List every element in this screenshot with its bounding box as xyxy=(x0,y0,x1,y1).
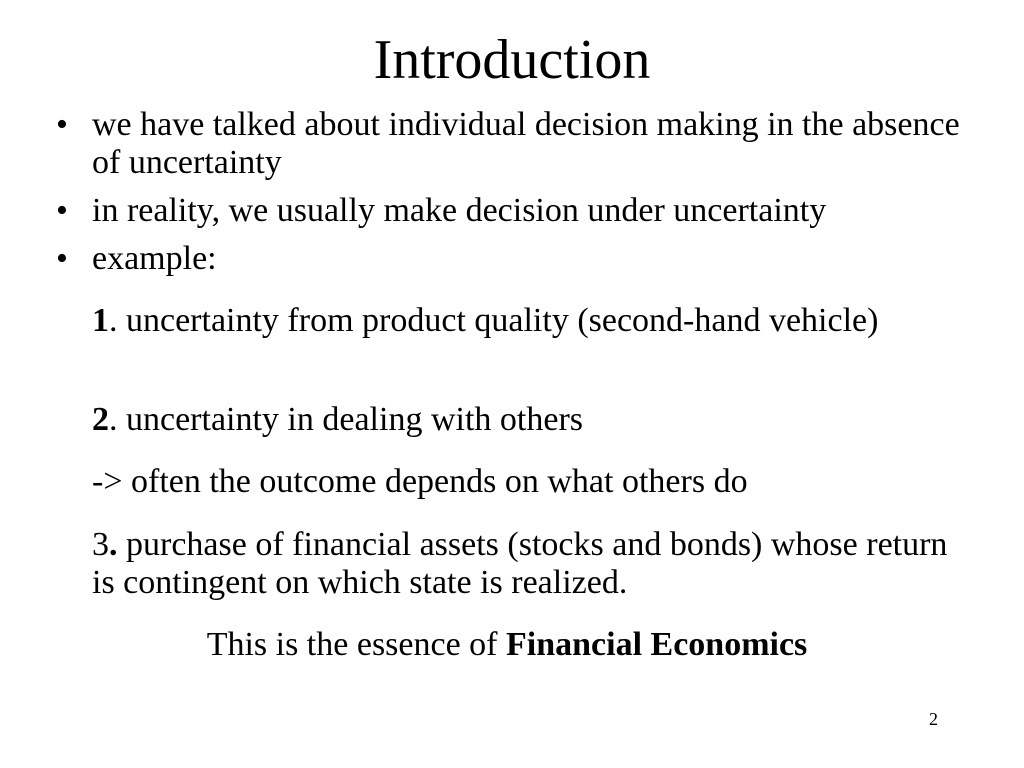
bullet-text: in reality, we usually make decision under uncertainty xyxy=(92,192,827,229)
example-number: 2 xyxy=(92,401,109,438)
example-note: -> often the outcome depends on what others do xyxy=(92,463,748,500)
example-text: purchase of financial assets (stocks and bonds) whose return is contingent on which state is realized. xyxy=(92,526,948,601)
example-item xyxy=(92,401,972,439)
bullet-list xyxy=(52,106,972,288)
bullet-item xyxy=(52,192,972,230)
example-separator: . xyxy=(109,526,118,563)
closing-prefix: This is the essence of xyxy=(206,626,506,663)
slide-title: Introduction xyxy=(373,29,651,91)
example-text: uncertainty in dealing with others xyxy=(117,401,583,438)
closing-emphasis: Financial Economics xyxy=(506,626,808,663)
bullet-text: we have talked about individual decision making in the absence of uncertainty xyxy=(92,106,960,181)
bullet-marker: • xyxy=(56,192,68,229)
closing-statement xyxy=(0,626,1014,664)
page-number: 2 xyxy=(929,709,938,729)
example-text: uncertainty from product quality (second-hand vehicle) xyxy=(117,302,879,339)
bullet-text: example: xyxy=(92,240,217,277)
example-number: 3 xyxy=(92,526,109,563)
example-separator: . xyxy=(109,401,118,438)
example-number: 1 xyxy=(92,302,109,339)
example-item xyxy=(92,302,972,340)
example-item xyxy=(92,526,972,602)
example-separator: . xyxy=(109,302,118,339)
bullet-marker: • xyxy=(56,240,68,277)
bullet-item xyxy=(52,240,972,278)
bullet-marker: • xyxy=(56,106,68,143)
bullet-item xyxy=(52,106,972,182)
